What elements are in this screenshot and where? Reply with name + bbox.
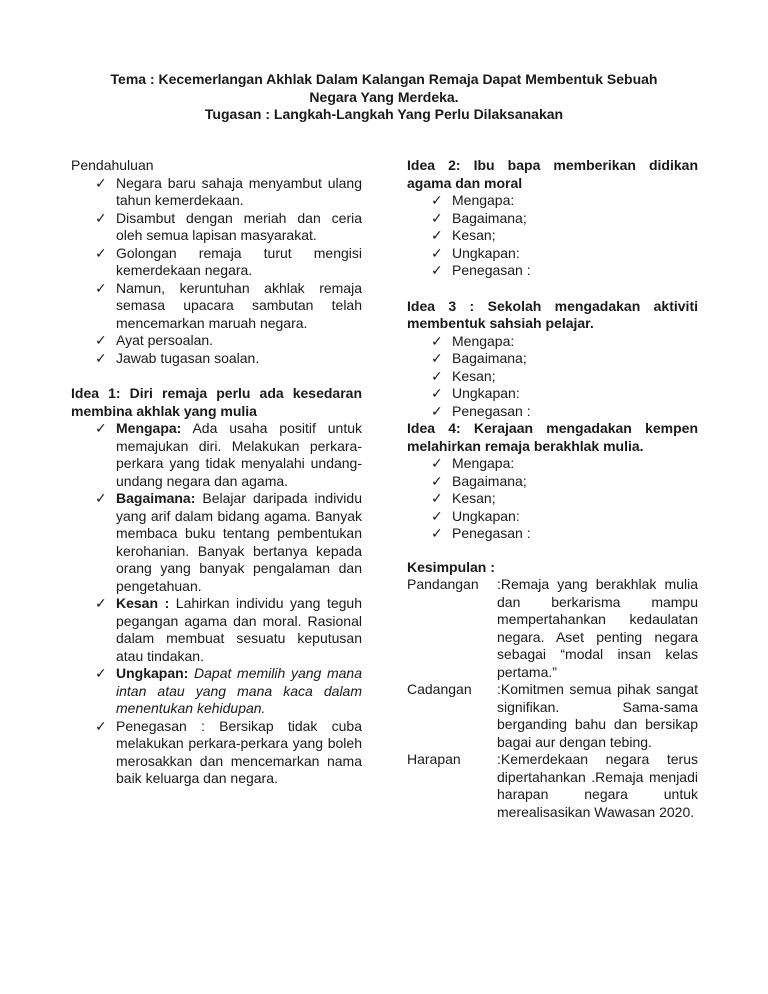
- idea1-list: [71, 420, 362, 788]
- kesimpulan-value: :Kemerdekaan negara terus dipertahankan .Remaja menjadi harapan negara untuk merealisasikan Wawasan 2020.: [497, 751, 698, 820]
- kesimpulan-key: Cadangan: [407, 681, 472, 697]
- check-icon: ✓: [431, 332, 443, 349]
- check-icon: ✓: [95, 420, 107, 436]
- kesimpulan-title: Kesimpulan :: [407, 558, 495, 575]
- kesimpulan-row: [407, 576, 698, 681]
- check-icon: ✓: [431, 472, 443, 489]
- list-item: ✓ Ungkapan: Dapat memilih yang mana intan atau yang mana kaca dalam menentukan kehidupan.: [95, 665, 362, 716]
- kesimpulan-value: :Komitmen semua pihak sangat signifikan. Sama-sama berganding bahu dan bersikap bagai aur dengan tebing.: [497, 681, 698, 750]
- item-label: Kesan :: [116, 595, 170, 611]
- check-icon: ✓: [95, 490, 107, 506]
- check-icon: ✓: [95, 349, 107, 366]
- list-item: ✓ Penegasan :: [431, 262, 531, 278]
- idea2-list: [407, 192, 698, 280]
- check-icon: ✓: [431, 227, 443, 243]
- list-item: ✓ Bagaimana;: [431, 350, 527, 366]
- item-label: Mengapa:: [116, 420, 182, 436]
- check-icon: ✓: [431, 244, 443, 261]
- check-icon: ✓: [431, 192, 443, 208]
- list-item: ✓ Mengapa:: [431, 332, 515, 349]
- list-item: ✓ Kesan : Lahirkan individu yang teguh pegangan agama dan moral. Rasional dalam membuat sesuatu keputusan atau tindakan.: [95, 595, 362, 664]
- check-icon: ✓: [95, 665, 107, 681]
- list-item: ✓ Negara baru sahaja menyambut ulang tahun kemerdekaan.: [95, 174, 362, 208]
- check-icon: ✓: [431, 525, 443, 541]
- list-item: ✓ Penegasan : Bersikap tidak cuba melakukan perkara-perkara yang boleh merosakkan dan mencemarkan nama baik keluarga dan negara.: [95, 717, 362, 786]
- idea4-title: Idea 4: Kerajaan mengadakan kempen melahirkan remaja berakhlak mulia.: [407, 420, 698, 454]
- pendahuluan-title: Pendahuluan: [71, 157, 154, 173]
- idea3-list: [407, 333, 698, 421]
- theme-line-2: Negara Yang Merdeka.: [309, 88, 459, 105]
- check-icon: ✓: [95, 717, 107, 734]
- list-item: ✓ Kesan;: [431, 367, 496, 384]
- list-item: ✓ Kesan;: [431, 490, 496, 506]
- list-item: ✓ Golongan remaja turut mengisi kemerdekaan negara.: [95, 244, 362, 278]
- check-icon: ✓: [431, 490, 443, 506]
- idea3-title: Idea 3 : Sekolah mengadakan aktiviti membentuk sahsiah pelajar.: [407, 297, 698, 331]
- kesimpulan-value: :Remaja yang berakhlak mulia dan berkarisma mampu mempertahankan kedaulatan negara. Aset penting negara sebagai “modal insan kelas pertama.”: [497, 576, 698, 680]
- list-item: ✓ Ungkapan:: [431, 244, 520, 261]
- list-item: ✓ Penegasan :: [431, 402, 531, 419]
- list-item: ✓ Ungkapan:: [431, 385, 520, 401]
- idea4-list: [407, 455, 698, 543]
- kesimpulan-row: [407, 681, 698, 751]
- check-icon: ✓: [431, 209, 443, 226]
- check-icon: ✓: [95, 209, 107, 226]
- check-icon: ✓: [431, 367, 443, 384]
- list-item: ✓ Jawab tugasan soalan.: [95, 349, 260, 366]
- idea2-title: Idea 2: Ibu bapa memberikan didikan agama dan moral: [407, 157, 698, 191]
- task-line: Tugasan : Langkah-Langkah Yang Perlu Dilaksanakan: [204, 106, 564, 122]
- list-item: ✓ Bagaimana;: [431, 472, 527, 489]
- list-item: ✓ Penegasan :: [431, 525, 531, 541]
- check-icon: ✓: [431, 350, 443, 366]
- idea1-title: Idea 1: Diri remaja perlu ada kesedaran membina akhlak yang mulia: [71, 385, 362, 419]
- list-item: ✓ Bagaimana;: [431, 209, 527, 226]
- list-item: ✓ Mengapa: Ada usaha positif untuk memajukan diri. Melakukan perkara-perkara yang tidak menyalahi undang-undang negara dan agama.: [95, 420, 362, 489]
- list-item: ✓ Namun, keruntuhan akhlak remaja semasa upacara sambutan telah mencemarkan maruah negara.: [95, 279, 362, 331]
- check-icon: ✓: [95, 174, 107, 191]
- check-icon: ✓: [431, 385, 443, 401]
- check-icon: ✓: [431, 455, 443, 471]
- check-icon: ✓: [95, 332, 107, 348]
- check-icon: ✓: [95, 595, 107, 611]
- list-item: ✓ Mengapa:: [431, 192, 515, 208]
- check-icon: ✓: [431, 402, 443, 419]
- kesimpulan-row: [407, 751, 698, 821]
- list-item: ✓ Kesan;: [431, 227, 496, 243]
- theme-line: Tema : Kecemerlangan Akhlak Dalam Kalangan Remaja Dapat Membentuk Sebuah: [110, 71, 658, 87]
- right-column: [407, 157, 698, 821]
- item-label: Bagaimana:: [116, 490, 196, 506]
- left-column: [71, 157, 362, 788]
- list-item: ✓ Mengapa:: [431, 455, 515, 471]
- item-label: Ungkapan:: [116, 665, 189, 681]
- list-item: ✓ Bagaimana: Belajar daripada individu yang arif dalam bidang agama. Banyak membaca buku tentang pembentukan kerohanian. Banyak bertanya kepada orang yang banyak pengalaman dan pengetahuan.: [95, 490, 362, 594]
- check-icon: ✓: [431, 507, 443, 524]
- kesimpulan-key: Pandangan: [407, 576, 479, 592]
- list-item: ✓ Ayat persoalan.: [95, 332, 214, 348]
- document-header: [60, 71, 708, 124]
- check-icon: ✓: [95, 244, 107, 261]
- pendahuluan-list: [71, 175, 362, 368]
- list-item: ✓ Ungkapan:: [431, 507, 520, 524]
- check-icon: ✓: [95, 279, 107, 296]
- kesimpulan-key: Harapan: [407, 751, 461, 767]
- list-item: ✓ Disambut dengan meriah dan ceria oleh semua lapisan masyarakat.: [95, 209, 362, 243]
- check-icon: ✓: [431, 262, 443, 278]
